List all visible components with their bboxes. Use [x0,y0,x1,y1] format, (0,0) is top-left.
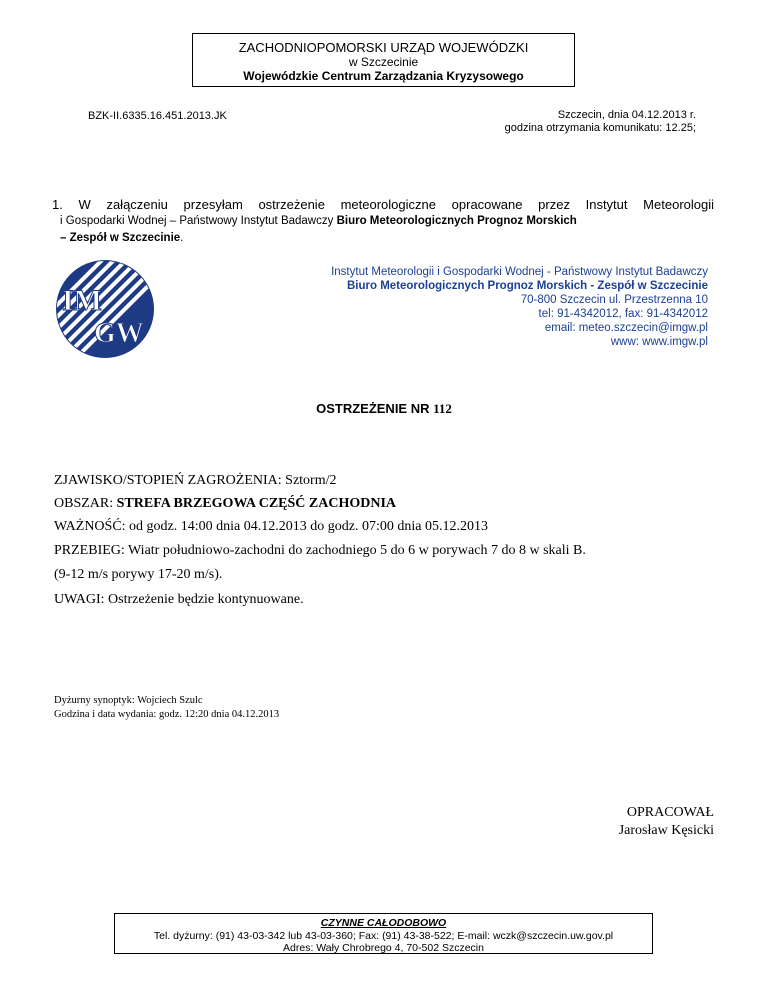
phenomenon-line: ZJAWISKO/STOPIEŃ ZAGROŻENIA: Sztorm/2 [54,473,337,488]
place-date-block [505,109,696,135]
logo-text-gw: GW [94,318,144,349]
footer-contacts: Tel. dyżurny: (91) 43-03-342 lub 43-03-360; Fax: (91) 43-38-522; E-mail: wczk@szczecin.uw.gov.pl [153,929,614,942]
intro-paragraph [52,196,714,247]
intro-line-3-bold: – Zespół w Szczecinie [60,232,181,244]
prepared-label: OPRACOWAŁ [626,805,714,820]
org-name: Instytut Meteorologii i Gospodarki Wodnej - Państwowy Instytut Badawczy [331,266,708,278]
intro-line-2-bold: Biuro Meteorologicznych Prognoz Morskich [336,215,577,227]
warning-title-label: OSTRZEŻENIE NR [316,401,434,416]
footer-hours: CZYNNE CAŁODOBOWO [320,917,447,929]
remarks-line: UWAGI: Ostrzeżenie będzie kontynuowane. [54,592,304,607]
org-address: 70-800 Szczecin ul. Przestrzenna 10 [520,294,708,306]
prepared-by-block [619,804,714,840]
intro-line-3 [52,230,714,247]
intro-line-1: 1. W załączeniu przesyłam ostrzeżenie meteorologiczne opracowane przez Instytut Meteorologii [52,197,714,212]
course-line: PRZEBIEG: Wiatr południowo-zachodni do zachodniego 5 do 6 w porywach 7 do 8 w skali B. [54,543,586,558]
office-city: w Szczecinie [348,55,419,69]
area-value: STREFA BRZEGOWA CZĘŚĆ ZACHODNIA [116,496,397,511]
prepared-name: Jarosław Kęsicki [618,823,714,838]
footer-box [114,913,653,954]
place-date: Szczecin, dnia 04.12.2013 r. [557,109,696,121]
reference-number: BZK-II.6335.16.451.2013.JK [88,110,227,122]
issue-time: Godzina i data wydania: godz. 12:20 dnia 04.12.2013 [54,709,280,720]
warning-number: 112 [433,401,452,416]
org-unit: Biuro Meteorologicznych Prognoz Morskich - Zespół w Szczecinie [346,280,708,292]
intro-line-3-suffix: . [180,232,184,244]
area-line [54,496,396,512]
org-phone: tel: 91-4342012, fax: 91-4342012 [538,308,708,320]
office-header-box [192,33,575,87]
warning-title [0,401,768,417]
org-website: www: www.imgw.pl [610,336,708,348]
imgw-logo-icon [54,258,162,361]
course-units-line: (9-12 m/s porywy 17-20 m/s). [54,567,223,582]
intro-line-2-text: i Gospodarki Wodnej – Państwowy Instytut Badawczy [60,215,337,227]
intro-line-2 [52,213,714,230]
office-name: ZACHODNIOPOMORSKI URZĄD WOJEWÓDZKI [238,40,529,55]
receipt-time: godzina otrzymania komunikatu: 12.25; [504,122,696,134]
org-email: email: meteo.szczecin@imgw.pl [544,322,708,334]
duty-block [54,694,279,722]
footer-address: Adres: Wały Chrobrego 4, 70-502 Szczecin [283,942,484,954]
duty-synoptic: Dyżurny synoptyk: Wojciech Szulc [54,695,203,706]
validity-line: WAŻNOŚĆ: od godz. 14:00 dnia 04.12.2013 do godz. 07:00 dnia 05.12.2013 [54,519,488,534]
area-label: OBSZAR: [54,496,117,511]
office-department: Wojewódzkie Centrum Zarządzania Kryzysowego [243,69,524,83]
logo-text-im: IM [62,284,102,317]
imgw-contact-block [331,265,708,349]
